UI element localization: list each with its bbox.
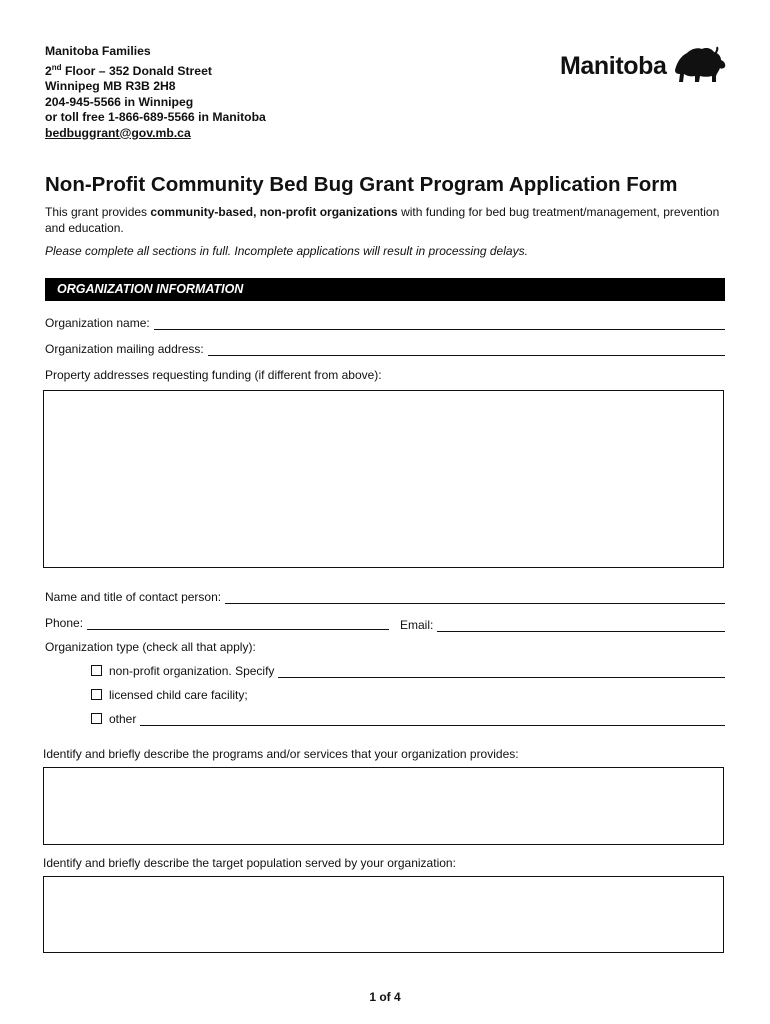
contact-person-input[interactable]	[225, 593, 725, 604]
department-name: Manitoba Families	[45, 44, 151, 58]
bison-icon	[671, 44, 729, 84]
other-option-label: other	[109, 712, 137, 726]
section-header-organization: ORGANIZATION INFORMATION	[45, 278, 725, 301]
organization-name-field[interactable]	[45, 314, 725, 330]
phone-local: 204-945-5566 in Winnipeg	[45, 94, 194, 109]
population-textarea[interactable]	[43, 876, 724, 953]
email-input[interactable]	[437, 621, 725, 632]
programs-textarea[interactable]	[43, 767, 724, 845]
logo-text: Manitoba	[560, 52, 667, 80]
organization-name-label: Organization name:	[45, 316, 150, 330]
other-specify-input[interactable]	[140, 715, 725, 726]
organization-name-input[interactable]	[154, 319, 725, 330]
population-label: Identify and briefly describe the target population served by your organization:	[43, 856, 456, 870]
page-title: Non-Profit Community Bed Bug Grant Program Application Form	[45, 173, 678, 196]
intro-text: This grant provides community-based, non-profit organizations with funding for bed bug treatment/management, prevention and education.	[45, 205, 720, 235]
checkbox-child-care[interactable]	[91, 689, 102, 700]
header-address	[45, 44, 375, 141]
child-care-option-label: licensed child care facility;	[109, 688, 248, 702]
property-addresses-label: Property addresses requesting funding (if different from above):	[45, 368, 382, 382]
contact-person-field[interactable]	[45, 588, 725, 604]
email-link[interactable]: bedbuggrant@gov.mb.ca	[45, 125, 191, 140]
contact-person-label: Name and title of contact person:	[45, 590, 222, 604]
mailing-address-input[interactable]	[208, 345, 725, 356]
phone-label: Phone:	[45, 616, 84, 630]
non-profit-option-label: non-profit organization. Specify	[109, 664, 275, 678]
manitoba-logo	[560, 42, 730, 86]
phone-input[interactable]	[87, 619, 389, 630]
city-postal: Winnipeg MB R3B 2H8	[45, 79, 176, 94]
other-specify-field[interactable]	[109, 710, 725, 726]
mailing-address-field[interactable]	[45, 340, 725, 356]
page-number: 1 of 4	[369, 990, 401, 1004]
mailing-address-label: Organization mailing address:	[45, 342, 204, 356]
non-profit-specify-field[interactable]	[109, 662, 725, 678]
property-addresses-textarea[interactable]	[43, 390, 724, 568]
email-label: Email:	[400, 618, 434, 632]
programs-label: Identify and briefly describe the programs and/or services that your organization provides:	[43, 747, 519, 761]
checkbox-other[interactable]	[91, 713, 102, 724]
organization-type-label: Organization type (check all that apply):	[45, 640, 256, 654]
phone-tollfree: or toll free 1-866-689-5566 in Manitoba	[45, 110, 266, 125]
non-profit-specify-input[interactable]	[278, 667, 725, 678]
email-field[interactable]	[400, 616, 725, 632]
street-address: 2nd Floor – 352 Donald Street	[45, 62, 212, 78]
phone-field[interactable]	[45, 614, 389, 630]
instructions-note: Please complete all sections in full. Incomplete applications will result in processing delays.	[45, 244, 528, 258]
checkbox-non-profit[interactable]	[91, 665, 102, 676]
